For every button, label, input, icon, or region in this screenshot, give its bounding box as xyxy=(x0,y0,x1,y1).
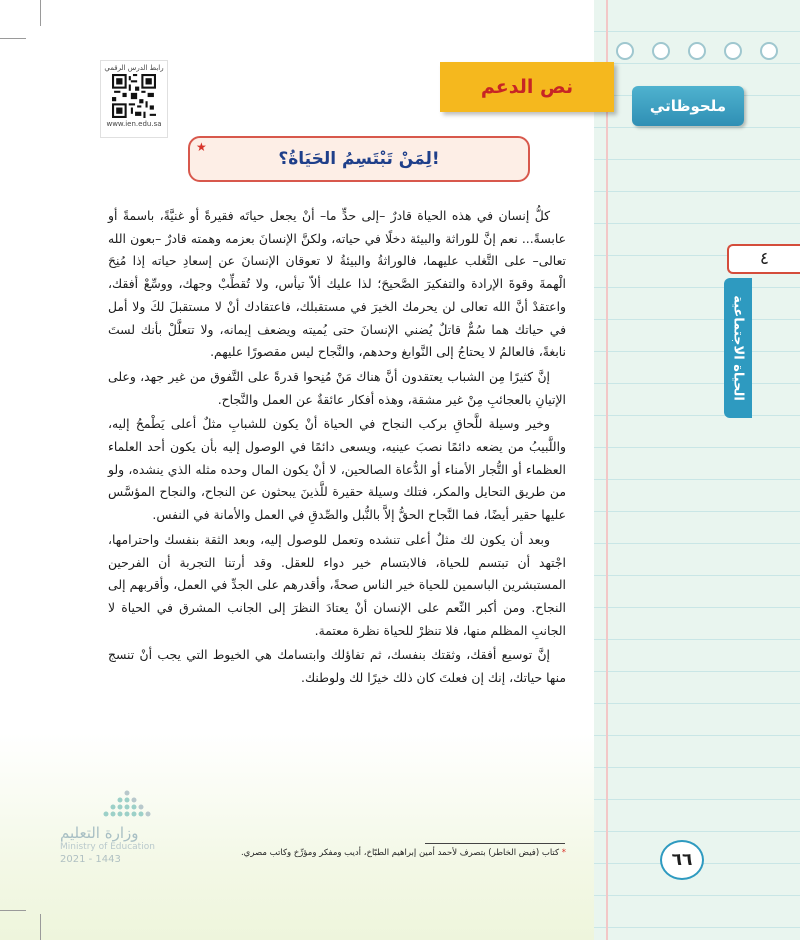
binder-hole xyxy=(724,42,742,60)
binder-hole xyxy=(760,42,778,60)
star-icon: ★ xyxy=(196,140,207,154)
binder-hole xyxy=(616,42,634,60)
qr-card[interactable] xyxy=(100,60,168,138)
crop-mark xyxy=(0,910,26,911)
footnote-rule xyxy=(425,843,565,844)
section-label: نص الدعم xyxy=(480,76,574,98)
paragraph: كلُّ إنسان في هذه الحياة قادرٌ –إلى حدٍّ ما– أنْ يجعل حياتَه فقيرةً أو غنيَّةً، باسمةً أو عابسةً... نعم إنَّ للوراثة والبيئة دخلًا في حياته، ولكنَّ الإنسانَ بعزمه وهمته قادرٌ –بعون الله تعالى– على التَّغلب عليهما، فالوراثةُ والبيئةُ لا تعوقان الإنسانَ عن إسعادِ حياته إذا مُنِحَ الْهمةَ وقوةَ الإرادة والتفكيرَ الصَّحيحَ؛ لذا عليك ألاّ تيأس، ولا تُقطِّبْ وجهك، ووسِّعْ أفقك، واعتقدْ أنَّ الله تعالى لن يحرمك الخيرَ في مستقبلك، فاعتقادك أنْ لا مستقبلَ لكَ ولا أمل في حياتك هما سُمٌّ قاتلٌ يُضني الإنسانَ حتى يُميته ويضعف إيمانه، ولا تتعلَّلْ بأنك لستَ نابغةً، فالعالمُ لا يحتاجُ إلى النَّوابغ وحدهم، والنَّجاح ليس مقصورًا عليهم. xyxy=(108,208,566,360)
qr-label: رابط الدرس الرقمي xyxy=(104,64,164,72)
section-banner xyxy=(440,62,614,112)
notes-margin-line xyxy=(606,0,608,940)
unit-number-box xyxy=(727,244,800,274)
crop-mark xyxy=(40,914,41,940)
paragraph: إنَّ كثيرًا مِن الشباب يعتقدون أنَّ هناك مَنْ مُنِحوا قدرةً على التَّفوق من غير جهد، وعلى الإتيانِ بالعجائبِ مِنْ غير مشقة، وهذه أفكار عائقةٌ عن العمل والنَّجاح. xyxy=(108,368,566,407)
ministry-name-en: Ministry of Education xyxy=(60,842,155,852)
unit-title: الحياة الاجتماعية xyxy=(730,295,746,401)
unit-number: ٤ xyxy=(759,249,770,269)
crop-mark xyxy=(40,0,41,26)
title-box xyxy=(188,136,530,182)
binder-holes xyxy=(616,42,778,60)
crop-mark xyxy=(0,38,26,39)
qr-code-icon[interactable] xyxy=(112,74,156,118)
body-text xyxy=(108,205,566,692)
paragraph: وبعد أن يكون لك مثلٌ أعلى تنشده وتعمل للوصول إليه، وبعد الثقة بنفسك واحترامها، اجْتهد أن تبتسم للحياة، فالابتسام خير دواء للعقل. وقد أرتنا التجربة أن الفرحين المستبشرين الباسمين للحياة خير الناس صحةً، وأقدرهم على الجدِّ في العمل، وأقربهم إلى النجاح. ومن أكبر النِّعم على الإنسان أنْ يعتادَ النظرَ إلى الجانب المشرق في الحياة لا الجانبِ المظلم منها، فلا تنظرْ للحياة نظرة معتمة. xyxy=(108,531,566,638)
paragraph: إنَّ توسيع أفقك، وثقتك بنفسك، ثم تفاؤلك وابتسامك هي الخيوط التي يجب أنْ تنسج منها حياتك، إنك إن فعلتَ كان ذلك خيرًا لك ولوطنك. xyxy=(108,647,566,686)
notes-tab xyxy=(632,86,744,126)
page-number-text: ٦٦ xyxy=(671,850,693,870)
ministry-year: 2021 - 1443 xyxy=(60,854,121,865)
page-number xyxy=(660,840,704,880)
footnote xyxy=(200,848,566,858)
binder-hole xyxy=(652,42,670,60)
binder-hole xyxy=(688,42,706,60)
paragraph: وخير وسيلة للَّحاقِ بركب النجاح في الحياة أنْ يكون للشبابِ مثلٌ أعلى يَطْمحُ إليه، واللَّبيبُ من يضعه دائمًا نصبَ عينيه، ويسعى دائمًا في الوصول إليه بأن يكون أحد العلماء العظماء أو التُّجار الأمناء أو الدُّعاة الصالحين، لا أنْ يكون المال وحده مثله الذي ينشده، ولو من طريق التحايل والمكر، فتلك وسيلة حقيرة للَّذينَ يبحثون عن النجاح، والنجاح المؤسَّس عليها حقير أيضًا، فما النَّجاح الحقُّ إلاَّ بالنُّبل والصِّدقِ في العمل والأمانة في النفس. xyxy=(108,416,566,523)
footnote-marker: * xyxy=(561,848,566,858)
ministry-name-ar: وزارة التعليم xyxy=(60,824,139,842)
ministry-dots-icon xyxy=(100,790,160,820)
notes-tab-label: ملحوظاتي xyxy=(649,97,727,115)
notes-column xyxy=(594,0,800,940)
footnote-text: كتاب (فيض الخاطر) بتصرف لأحمد أمين إبراهيم الطبّاخ، أديب ومفكر ومؤرِّخ وكاتب مصري. xyxy=(240,848,560,858)
qr-url[interactable]: www.ien.edu.sa xyxy=(106,120,162,128)
ministry-logo xyxy=(60,790,200,865)
page-title: لِمَنْ تَبْتَسِمُ الحَيَاةُ؟! xyxy=(278,149,440,169)
unit-title-tab xyxy=(724,278,752,418)
